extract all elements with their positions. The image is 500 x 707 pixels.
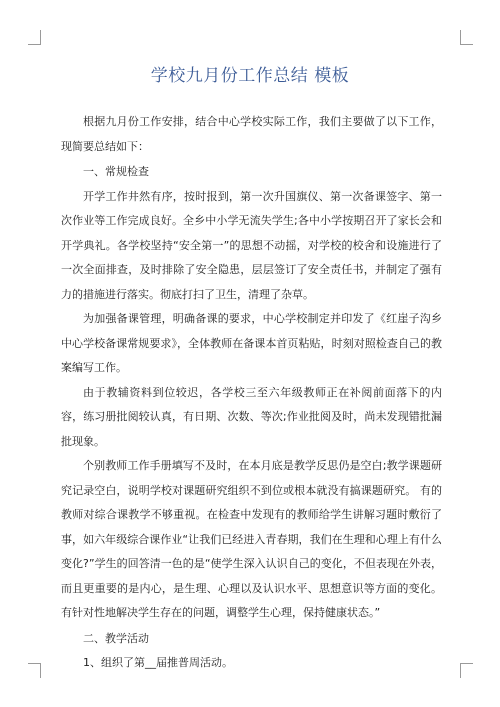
crop-mark-bottom-left xyxy=(28,663,41,678)
paragraph-homework-review: 由于教辅资料到位较迟，各学校三至六年级教师正在补阅前面落下的内容，练习册批阅较认真，有日期、次数、等次;作业批阅及时，尚未发现错批漏批现象。 xyxy=(61,385,442,448)
document-body xyxy=(61,110,442,676)
crop-mark-bottom-right xyxy=(460,663,473,678)
section-heading-teaching-activities: 二、教学活动 xyxy=(83,631,149,645)
paragraph-teacher-handbook: 个别教师工作手册填写不及时，在本月底是教学反思仍是空白;教学课题研究记录空白，说明学校对课题研究组织不到位或根本就没有搞课题研究。 有的教师对综合课教学不够重视。在检查中发现有的教师给学生讲解习题时敷衍了事，如六年级综合课作业“让我们已经进入青春期，我们在生理和心理上有什么变化?”学生的回答清一色的是“使学生深入认识自己的变化，不但表现在外表，而且更重要的是内心，是生理、心理以及认识水平、思想意识等方面的变化。有针对性地解决学生存在的问题，调整学生心理，保持健康状态。” xyxy=(61,459,442,619)
paragraph-school-opening: 开学工作井然有序，按时报到，第一次升国旗仪、第一次备课签字、第一次作业等工作完成良好。全乡中小学无流失学生;各中小学按期召开了家长会和开学典礼。各学校坚持“安全第一”的思想不动摇，对学校的校舍和设施进行了一次全面排查，及时排除了安全隐患，层层签订了安全责任书，并制定了强有力的措施进行落实。彻底打扫了卫生，清理了杂草。 xyxy=(61,189,442,301)
paragraph-activity-1: 1、组织了第__届推普周活动。 xyxy=(83,656,233,669)
crop-mark-top-right xyxy=(460,30,473,45)
paragraph-intro: 根据九月份工作安排，结合中心学校实际工作，我们主要做了以下工作，现简要总结如下： xyxy=(61,115,442,153)
paragraph-lesson-prep: 为加强备课管理，明确备课的要求，中心学校制定并印发了《红崖子沟乡中心学校备课常规要求》，全体教师在备课本首页粘贴，时刻对照检查自己的教案编写工作。 xyxy=(61,312,442,374)
document-title: 学校九月份工作总结 模板 xyxy=(150,66,350,86)
section-heading-routine-check: 一、常规检查 xyxy=(83,165,149,178)
crop-mark-top-left xyxy=(28,30,41,45)
